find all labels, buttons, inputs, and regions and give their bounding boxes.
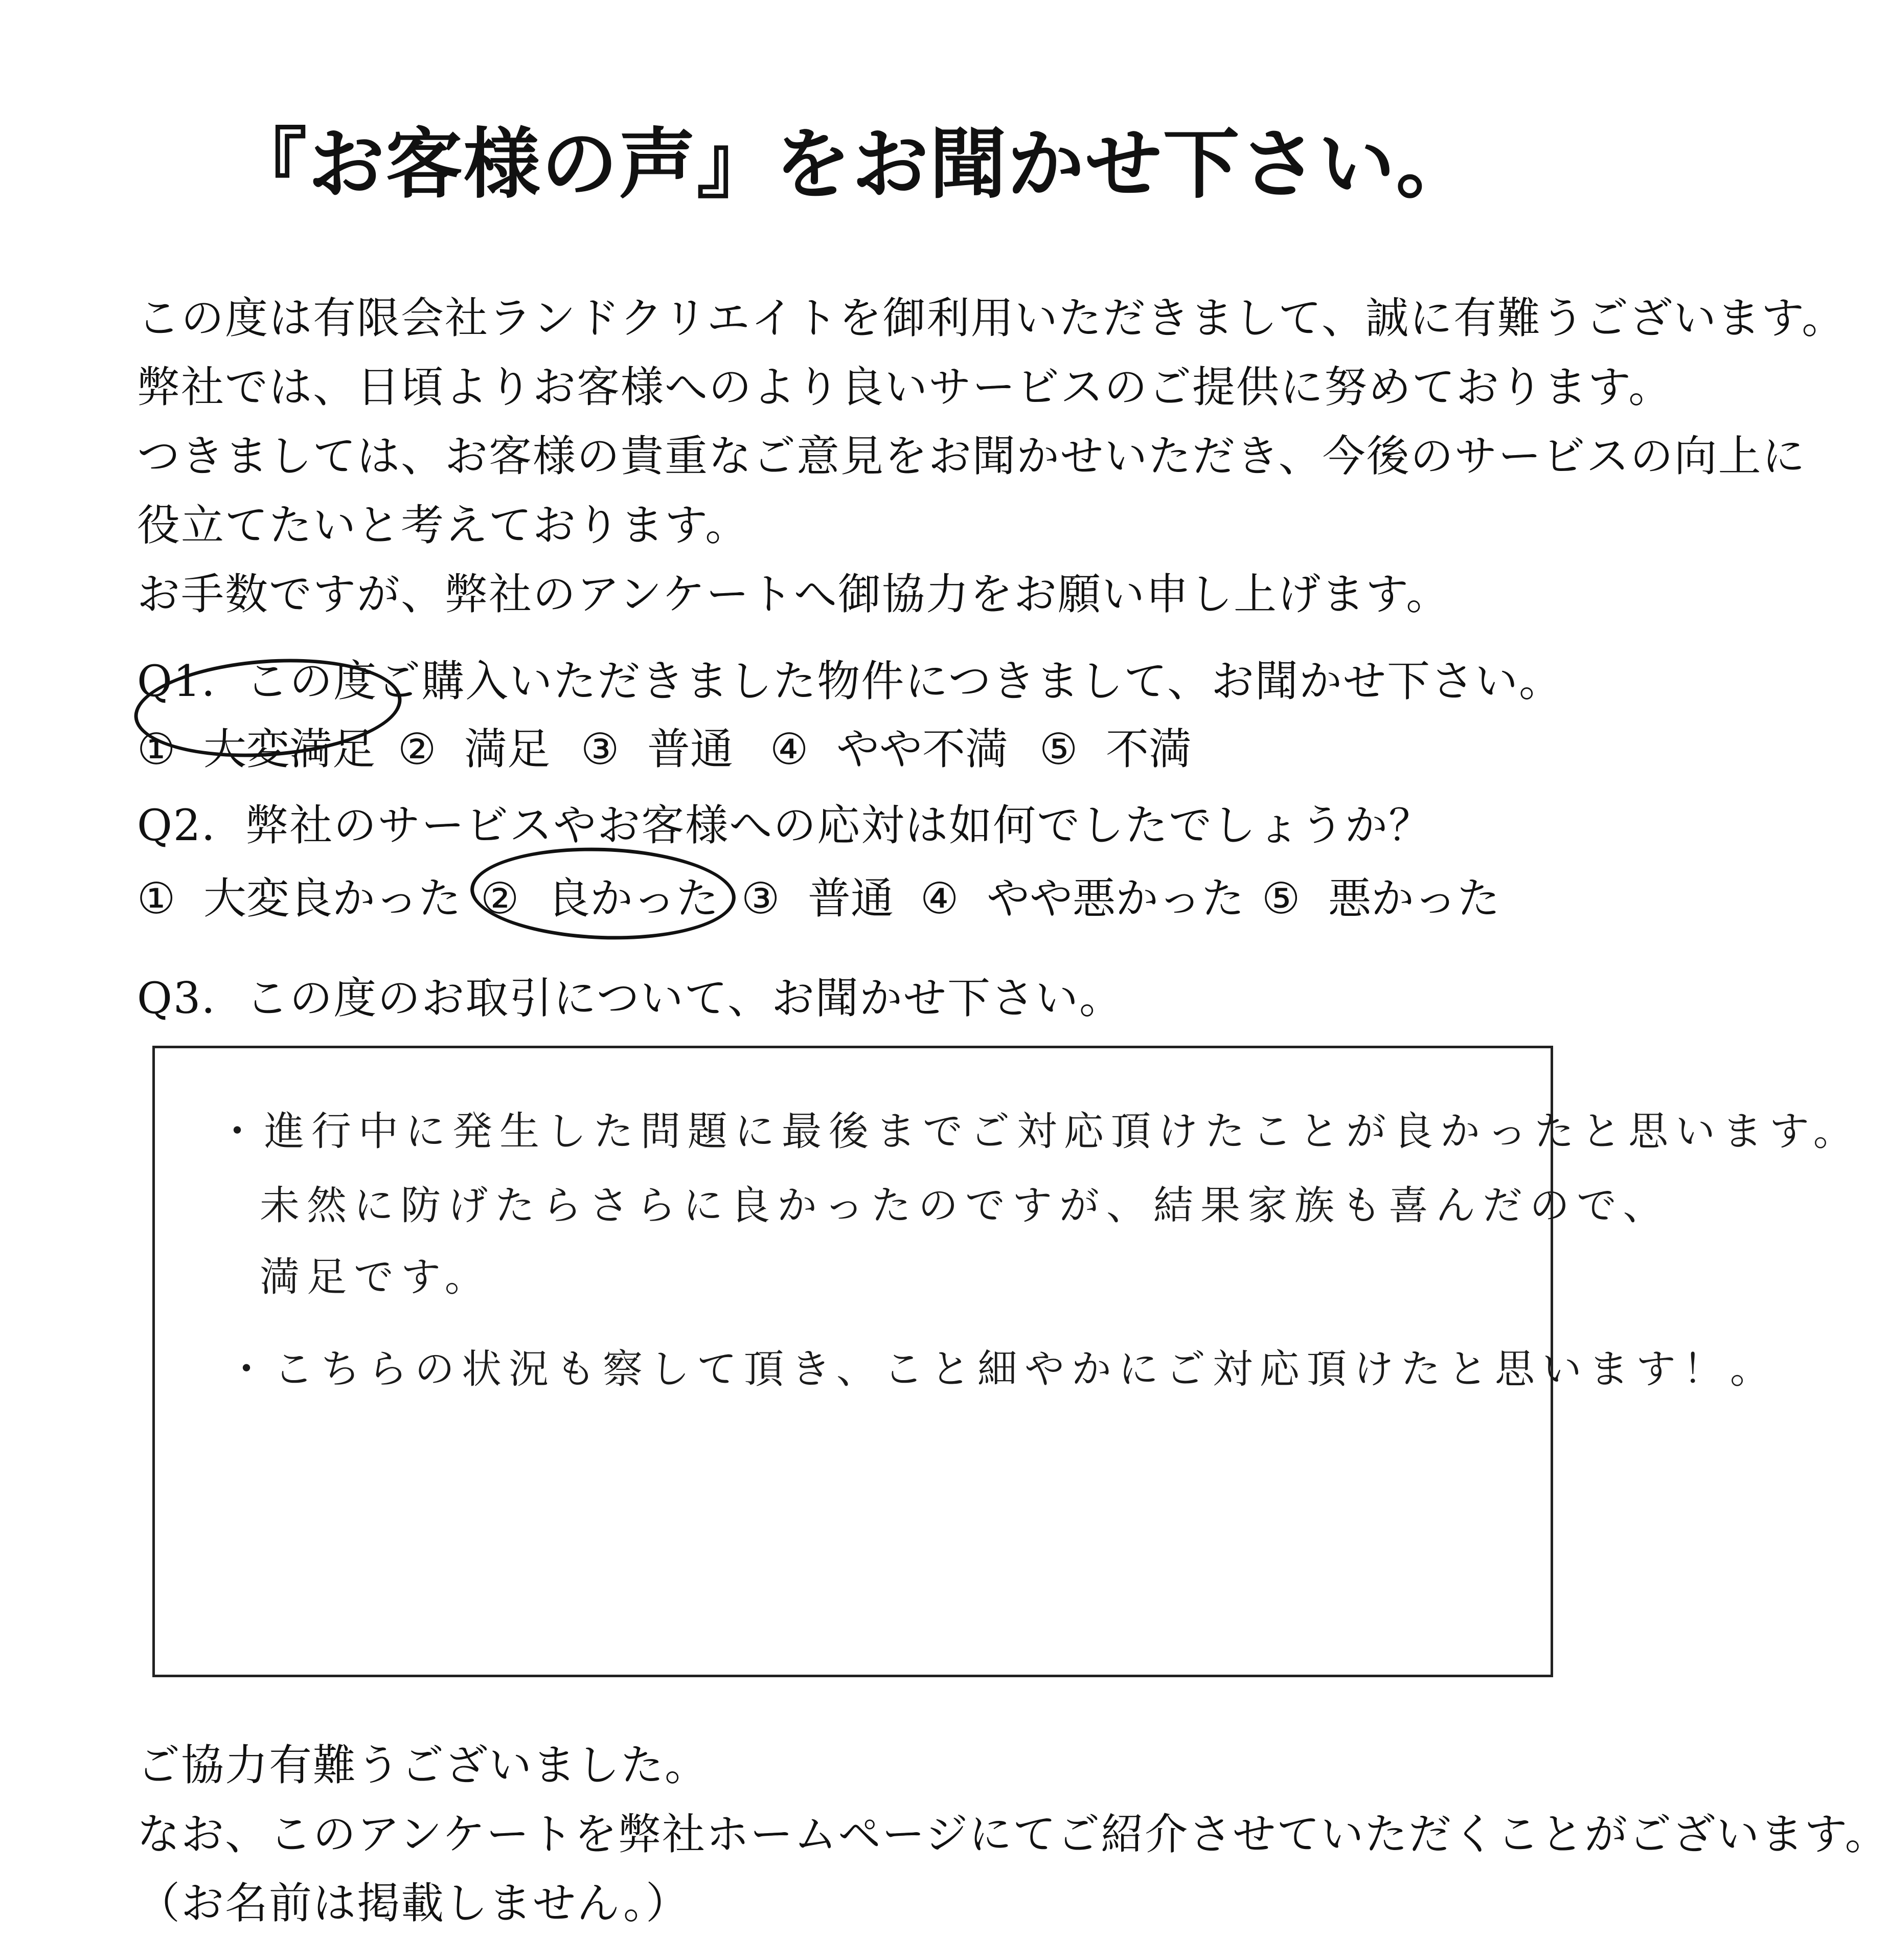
q1-option-3-label: 普通 [647, 724, 734, 774]
q2-option-2[interactable] [481, 864, 719, 926]
footer-line-2: なお、このアンケートを弊社ホームページにてご紹介させていただくことがございます。 [137, 1809, 1889, 1859]
q1-options [137, 715, 1671, 776]
q1-option-3[interactable] [581, 715, 733, 777]
q1-option-5-number: ⑤ [1039, 724, 1078, 774]
q1-option-2[interactable] [398, 715, 550, 777]
q2-option-1-number: ① [137, 873, 176, 923]
q2-options [137, 864, 1671, 926]
intro-line-4: 役立てたいと考えております。 [137, 500, 749, 550]
q3-answer-box[interactable] [152, 1046, 1860, 1677]
intro-line-1: この度は有限会社ランドクリエイトを御利用いただきまして、誠に有難うございます。 [137, 293, 1846, 343]
q2-option-2-label: 良かった [547, 873, 719, 923]
survey-title: 『お客様の声』をお聞かせ下さい。 [230, 120, 1474, 209]
q1-option-2-label: 満足 [464, 724, 551, 774]
q2-question: Q2．弊社のサービスやお客様への応対は如何でしたでしょうか？ [137, 800, 1433, 850]
q1-option-1-label: 大変満足 [203, 724, 376, 774]
q3-answer-line-1: ・進行中に発生した問題に最後までご対応頂けたことが良かったと思います。 [217, 1109, 1860, 1155]
q1-option-4[interactable] [770, 715, 1008, 777]
q1-option-4-number: ④ [770, 724, 809, 774]
q2-option-5-number: ⑤ [1262, 873, 1301, 923]
footer-line-3: （お名前は掲載しません。） [137, 1878, 690, 1928]
q1-option-5-label: 不満 [1106, 724, 1192, 774]
q2-option-4-number: ④ [920, 873, 959, 923]
q2-option-3-number: ③ [741, 873, 780, 923]
intro-line-5: お手数ですが、弊社のアンケートへ御協力をお願い申し上げます。 [137, 569, 1450, 619]
q2-option-5[interactable] [1262, 864, 1500, 926]
q1-option-3-number: ③ [581, 724, 620, 774]
q3-answer-line-4: ・こちらの状況も察して頂き、こと細やかにご対応頂けたと思います！。 [226, 1346, 1777, 1392]
q2-option-4-label: やや悪かった [987, 873, 1245, 923]
footer-line-1: ご協力有難うございました。 [137, 1740, 709, 1790]
q1-option-5[interactable] [1039, 715, 1192, 777]
q2-option-1[interactable] [137, 864, 461, 926]
q2-option-3[interactable] [741, 864, 894, 926]
q3-answer-line-2: 未然に防げたらさらに良かったのですが、結果家族も喜んだので、 [260, 1183, 1670, 1229]
intro-line-2: 弊社では、日頃よりお客様へのより良いサービスのご提供に努めております。 [137, 362, 1673, 412]
q3-answer-line-3: 満足です。 [260, 1254, 492, 1300]
q1-question: Q1．この度ご購入いただきました物件につきまして、お聞かせ下さい。 [137, 656, 1563, 706]
q2-option-4[interactable] [920, 864, 1244, 926]
q3-question: Q3．この度のお取引について、お聞かせ下さい。 [137, 973, 1123, 1023]
q2-option-5-label: 悪かった [1328, 873, 1500, 923]
q2-option-1-label: 大変良かった [203, 873, 462, 923]
intro-line-3: つきましては、お客様の貴重なご意見をお聞かせいただき、今後のサービスの向上に [137, 431, 1806, 481]
q2-option-3-label: 普通 [808, 873, 894, 923]
q1-option-1[interactable] [137, 715, 375, 777]
q1-option-4-label: やや不満 [836, 724, 1009, 774]
q2-option-2-number: ② [481, 873, 519, 923]
q1-option-2-number: ② [398, 724, 437, 774]
q1-option-1-number: ① [137, 724, 176, 774]
